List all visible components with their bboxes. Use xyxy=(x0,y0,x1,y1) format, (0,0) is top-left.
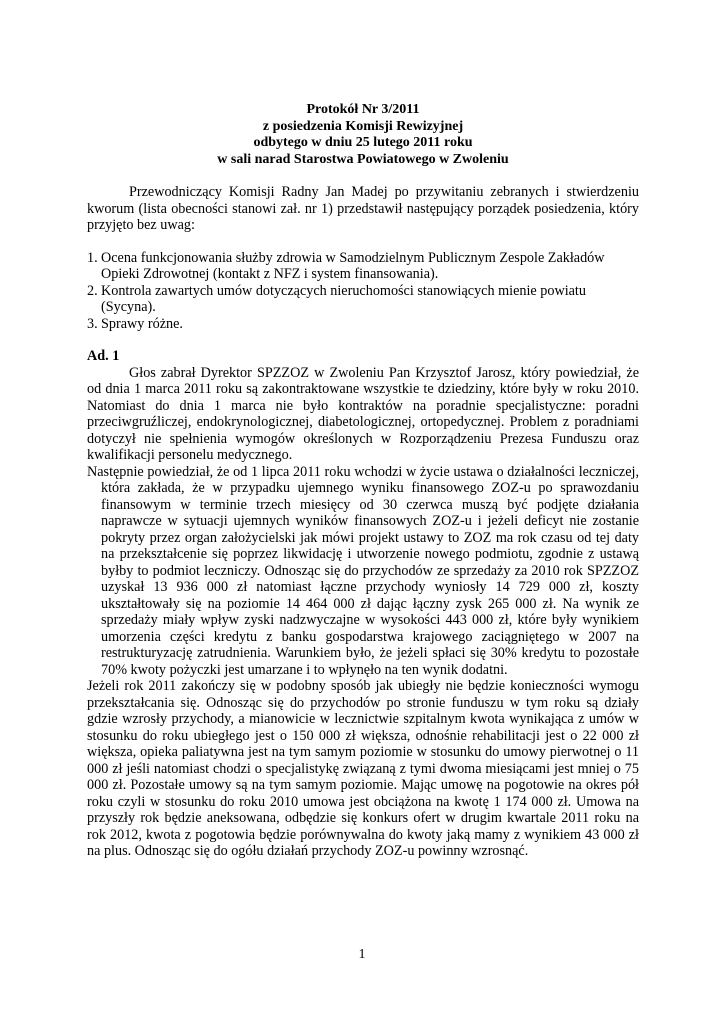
ad1-paragraph-3: Jeżeli rok 2011 zakończy się w podobny sposób jak ubiegły nie będzie konieczności wymogu przekształcania się. Odnosząc się do przychodów po stronie funduszu w tym roku są działy gdzie wzrosły przychody, a mianowicie w lecznictwie szpitalnym kwota wynikająca z umów w stosunku do roku ubiegłego jest o 150 000 zł większa, odnośnie rehabilitacji jest o 22 000 zł większa, opieka paliatywna jest na tym samym poziomie w stosunku do umowy pierwotnej o 11 000 zł jeśli natomiast chodzi o specjalistykę związaną z tymi dwoma miesiącami jest mniej o 75 000 zł. Pozostałe umowy są na tym samym poziomie. Mając umowę na pogotowie na okres pół roku czyli w stosunku do roku 2010 umowa jest obciążona na kwotę 1 174 000 zł. Umowa na przyszły rok będzie aneksowana, odbędzie się konkurs ofert w drugim kwartale 2011 roku na rok 2012, kwota z pogotowia będzie porównywalna do kwoty jaką mamy z wynikiem 43 000 zł na plus. Odnosząc się do ogółu działań przychody ZOZ-u powinny wzrosnąć. xyxy=(87,678,639,859)
section-heading-ad1: Ad. 1 xyxy=(87,348,120,364)
intro-paragraph: Przewodniczący Komisji Radny Jan Madej po przywitaniu zebranych i stwierdzeniu kworum (lista obecności stanowi zał. nr 1) przedstawił następujący porządek posiedzenia, który przyjęto bez uwag: xyxy=(87,184,639,233)
title-line-1: Protokół Nr 3/2011 xyxy=(306,102,420,117)
document-body xyxy=(87,102,639,860)
agenda-item-text: Kontrola zawartych umów dotyczących nieruchomości stanowiących mienie powiatu (Sycyna). xyxy=(101,282,586,315)
agenda-item xyxy=(87,316,639,333)
title-line-3: odbytego w dniu 25 lutego 2011 roku xyxy=(253,135,473,150)
agenda-item xyxy=(87,250,639,283)
ad1-paragraph-2: Następnie powiedział, że od 1 lipca 2011 roku wchodzi w życie ustawa o działalności leczniczej, która zakłada, że w przypadku ujemnego wyniku finansowego ZOZ-u po sprawozdaniu finansowym w terminie trzech miesięcy od 30 czerwca muszą być podjęte działania naprawcze w sytuacji ujemnych wyników finansowych ZOZ-u i jeżeli deficyt nie zostanie pokryty przez organ założycielski jak mówi projekt ustawy to ZOZ ma rok czasu od tej daty na przekształcenie się poprzez likwidację i utworzenie nowego podmiotu, zgodnie z ustawą byłby to podmiot leczniczy. Odnosząc się do przychodów ze sprzedaży za 2010 rok SPZZOZ uzyskał 13 936 000 zł natomiast łączne przychody wyniosły 14 729 000 zł, koszty ukształtowały się na poziomie 14 464 000 zł dając łączny zysk 265 000 zł. Na wynik ze sprzedaży miały wpływ zyski nadzwyczajne w wysokości 443 000 zł, które były wynikiem umorzenia części kredytu z banku gospodarstwa krajowego zaciągniętego w 2007 na restrukturyzację zatrudnienia. Warunkiem było, że jeżeli spłaci się 30% kredytu to pozostałe 70% kwoty pożyczki jest umarzane i to wpłynęło na ten wynik dodatni. xyxy=(87,463,639,678)
document-title xyxy=(87,102,639,168)
ad1-paragraph-1: Głos zabrał Dyrektor SPZZOZ w Zwoleniu Pan Krzysztof Jarosz, który powiedział, że od dnia 1 marca 2011 roku są zakontraktowane wszystkie te dziedziny, które były w roku 2010. Natomiast do dnia 1 marca nie było kontraktów na poradnie specjalistyczne: poradni przeciwgruźliczej, endokrynologicznej, diabetologicznej, ortopedycznej. Problem z poradniami dotyczył nie spełnienia wymogów określonych w Rozporządzeniu Prezesa Funduszu oraz kwalifikacji personelu medycznego. xyxy=(87,364,639,463)
agenda-item-number: 1. xyxy=(87,249,98,266)
page-number: 1 xyxy=(358,947,366,962)
agenda-item-number: 3. xyxy=(87,315,98,332)
agenda-item-number: 2. xyxy=(87,282,98,299)
agenda-list xyxy=(87,250,639,333)
agenda-item-text: Sprawy różne. xyxy=(101,315,183,332)
title-line-2: z posiedzenia Komisji Rewizyjnej xyxy=(262,118,464,134)
agenda-item xyxy=(87,283,639,316)
agenda-item-text: Ocena funkcjonowania służby zdrowia w Samodzielnym Publicznym Zespole Zakładów Opieki Zdrowotnej (kontakt z NFZ i system finansowania). xyxy=(101,249,605,282)
title-line-4: w sali narad Starostwa Powiatowego w Zwoleniu xyxy=(217,151,509,167)
